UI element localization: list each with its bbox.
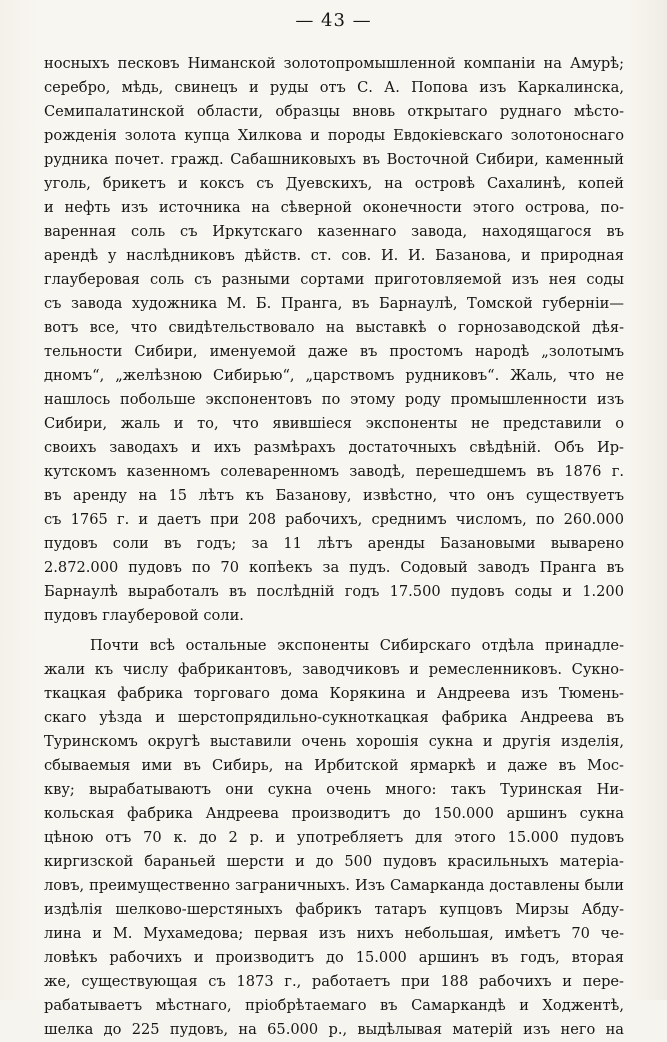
text-line: дномъ“, „желѣзною Сибирью“, „царствомъ рудниковъ“. Жаль, что не xyxy=(44,367,624,384)
text-line: шелка до 225 пудовъ, на 65.000 р., выдѣлывая матерій изъ него на xyxy=(44,1021,624,1038)
text-line: 2.872.000 пудовъ по 70 копѣекъ за пудъ. Содовый заводъ Пранга въ xyxy=(44,559,624,576)
text-line: кутскомъ казенномъ солеваренномъ заводѣ, перешедшемъ въ 1876 г. xyxy=(44,463,624,480)
text-line: Семипалатинской области, образцы вновь открытаго руднаго мѣсто- xyxy=(44,103,624,120)
text-line: кольская фабрика Андреева производитъ до 150.000 аршинъ сукна xyxy=(44,805,624,822)
text-line: Барнаулѣ выработалъ въ послѣдній годъ 17.500 пудовъ соды и 1.200 xyxy=(44,583,624,600)
text-line: и нефть изъ источника на сѣверной оконечности этого острова, по- xyxy=(44,199,624,216)
text-line: нашлось побольше экспонентовъ по этому роду промышленности изъ xyxy=(44,391,624,408)
text-line: тельности Сибири, именуемой даже въ простомъ народѣ „золотымъ xyxy=(44,343,624,360)
text-line: ткацкая фабрика торговаго дома Корякина и Андреева изъ Тюмень- xyxy=(44,685,624,702)
text-line: пудовъ соли въ годъ; за 11 лѣтъ аренды Базановыми выварено xyxy=(44,535,624,552)
text-line: сбываемыя ими въ Сибирь, на Ирбитской ярмаркѣ и даже въ Мос- xyxy=(44,757,624,774)
text-line: жали къ числу фабрикантовъ, заводчиковъ и ремесленниковъ. Сукно- xyxy=(44,661,624,678)
text-line: Почти всѣ остальные экспоненты Сибирскаго отдѣла принадле- xyxy=(90,637,624,654)
text-line: вотъ все, что свидѣтельствовало на выставкѣ о горнозаводской дѣя- xyxy=(44,319,624,336)
text-line: серебро, мѣдь, свинецъ и руды отъ С. А. Попова изъ Каркалинска, xyxy=(44,79,624,96)
paragraph-2 xyxy=(44,634,624,1042)
text-line: рожденія золота купца Хилкова и породы Евдокіевскаго золотоноснаго xyxy=(44,127,624,144)
text-line: же, существующая съ 1873 г., работаетъ при 188 рабочихъ и пере- xyxy=(44,973,624,990)
text-line: кву; вырабатываютъ они сукна очень много: такъ Туринская Ни- xyxy=(44,781,624,798)
text-line: ловъ, преимущественно заграничныхъ. Изъ Самарканда доставлены были xyxy=(44,877,624,894)
text-line: своихъ заводахъ и ихъ размѣрахъ достаточныхъ свѣдѣній. Объ Ир- xyxy=(44,439,624,456)
text-line: лина и М. Мухамедова; первая изъ нихъ небольшая, имѣетъ 70 че- xyxy=(44,925,624,942)
page-number: — 43 — xyxy=(295,10,372,31)
text-line: Сибири, жаль и то, что явившіеся экспоненты не представили о xyxy=(44,415,624,432)
text-line: скаго уѣзда и шерстопрядильно-сукноткацкая фабрика Андреева въ xyxy=(44,709,624,726)
text-line: Туринскомъ округѣ выставили очень хорошія сукна и другія изделія, xyxy=(44,733,624,750)
text-line: носныхъ песковъ Ниманской золотопромышленной компаніи на Амурѣ; xyxy=(44,55,624,72)
text-line: цѣною отъ 70 к. до 2 р. и употребляетъ для этого 15.000 пудовъ xyxy=(44,829,624,846)
text-line: рабатываетъ мѣстнаго, пріобрѣтаемаго въ Самаркандѣ и Ходжентѣ, xyxy=(44,997,624,1014)
text-line: пудовъ глауберовой соли. xyxy=(44,607,244,624)
text-line: въ аренду на 15 лѣтъ къ Базанову, извѣстно, что онъ существуетъ xyxy=(44,487,624,504)
text-line: съ 1765 г. и даетъ при 208 рабочихъ, среднимъ числомъ, по 260.000 xyxy=(44,511,624,528)
text-line: арендѣ у наслѣдниковъ дѣйств. ст. сов. И. И. Базанова, и природная xyxy=(44,247,624,264)
text-line: варенная соль съ Иркутскаго казеннаго завода, находящагося въ xyxy=(44,223,624,240)
body-text xyxy=(44,52,624,1042)
paragraph-1 xyxy=(44,52,624,628)
text-line: киргизской бараньей шерсти и до 500 пудовъ красильныхъ матеріа- xyxy=(44,853,624,870)
text-line: съ завода художника М. Б. Пранга, въ Барнаулѣ, Томской губерніи— xyxy=(44,295,624,312)
text-line: ловѣкъ рабочихъ и производитъ до 15.000 аршинъ въ годъ, вторая xyxy=(44,949,624,966)
text-line: издѣлія шелково-шерстяныхъ фабрикъ татаръ купцовъ Мирзы Абду- xyxy=(44,901,624,918)
text-line: рудника почет. гражд. Сабашниковыхъ въ Восточной Сибири, каменный xyxy=(44,151,624,168)
text-line: глауберовая соль съ разными сортами приготовляемой изъ нея соды xyxy=(44,271,624,288)
text-line: уголь, брикетъ и коксъ съ Дуевскихъ, на островѣ Сахалинѣ, копей xyxy=(44,175,624,192)
